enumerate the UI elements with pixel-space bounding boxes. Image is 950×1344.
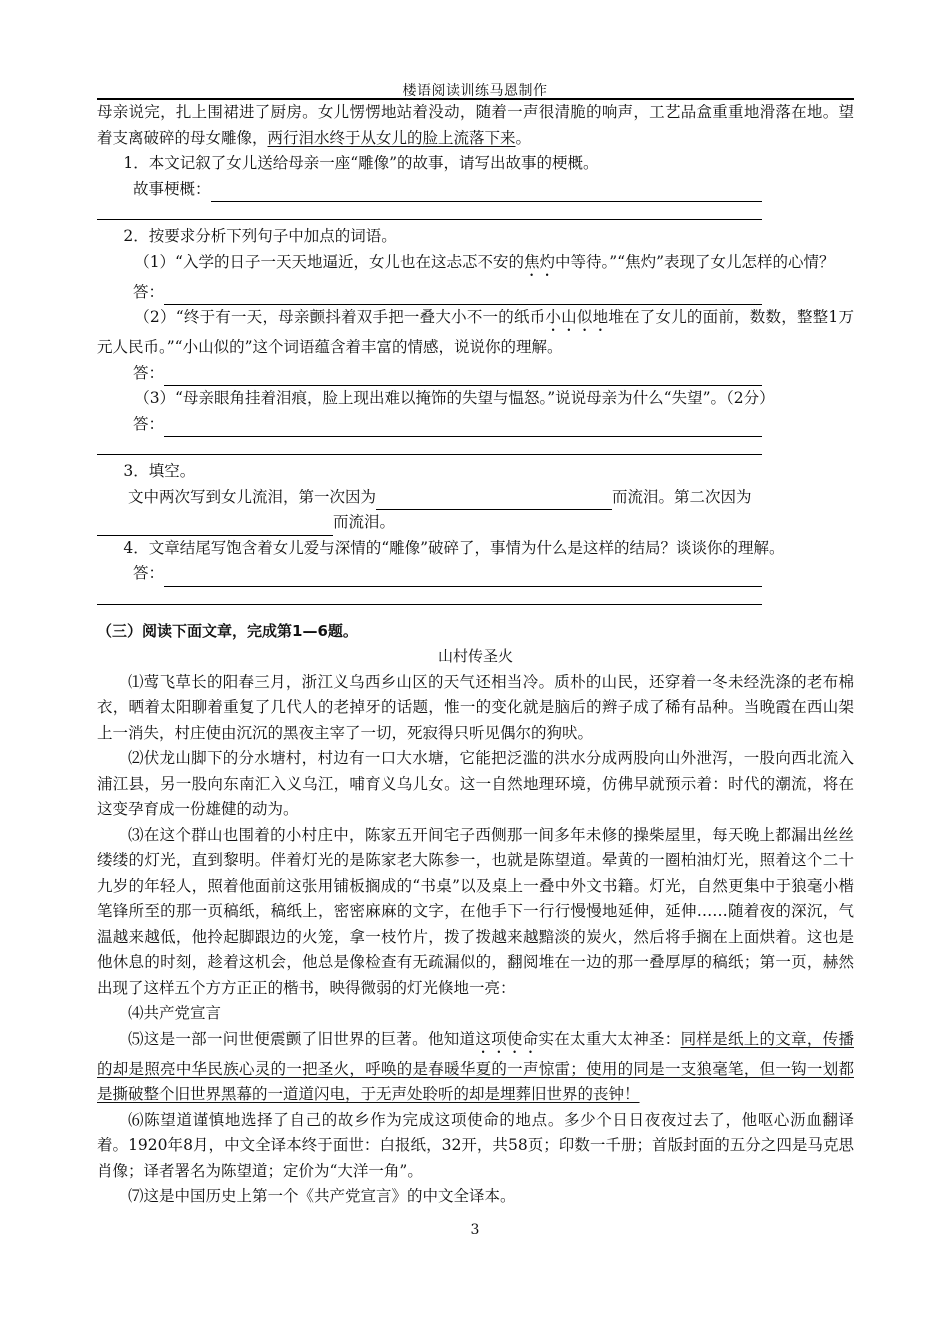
page-number: 3 [470, 1222, 480, 1238]
q2-2-answer-line[interactable] [164, 368, 762, 386]
q2-2-after: 堆在了女儿的面前，数数，整整1万元人民币。”“小山似的”这个词语蕴含着丰富的情感，说说你的理解。 [97, 308, 854, 356]
article-paragraph-2: ⑵伏龙山脚下的分水塘村，村边有一口大水塘，它能把泛滥的洪水分成两股向山外泄泻，一股向西北流入浦江县，另一股向东南汇入义乌江，哺育义乌儿女。这一自然地理环境，仿佛早就预示着：时代的潮流，将在这变孕育成一份雄健的动为。 [97, 749, 854, 818]
q2-1-answer-line[interactable] [164, 287, 762, 305]
q2-2-before: （2）“终于有一天，母亲颤抖着双手把一叠大小不一的纸币 [134, 308, 546, 326]
q2-1-answer-label: 答： [133, 282, 165, 301]
passage-ending-tail: 。 [515, 128, 532, 147]
question-1: 1．本文记叙了女儿送给母亲一座“雕像”的故事，请写出故事的梗概。 [123, 154, 599, 172]
article-title: 山村传圣火 [437, 647, 513, 665]
q4-answer-label: 答： [133, 564, 165, 582]
underlined-sentence: 两行泪水终于从女儿的脸上流落下来 [267, 128, 516, 147]
passage-ending-text: 母亲说完，扎上围裙进了厨房。女儿愣愣地站着没动，随着一声很清脆的响声，工艺品盒重重地滑落在地。望着支离破碎的母女雕像， [97, 103, 854, 147]
p5-middle: 实在太重大太神圣： [538, 1029, 681, 1048]
article-paragraph-7: ⑺这是中国历史上第一个《共产党宣言》的中文全译本。 [128, 1187, 516, 1205]
dotted-word-jiaozhuo: 焦灼 [523, 252, 555, 271]
question-3: 3．填空。 [123, 462, 196, 480]
article-paragraph-3: ⑶在这个群山也围着的小村庄中，陈家五开间宅子西侧那一间多年未修的操柴屋里，每天晚上都漏出丝丝缕缕的灯光，直到黎明。伴着灯光的是陈家老大陈参一，也就是陈望道。晕黄的一圈柏油灯光，照着这个二十九岁的年轻人，照着他面前这张用铺板搁成的“书桌”以及桌上一叠中外文书籍。灯光，自然更集中于狼毫小楷笔锋所至的那一页稿纸，稿纸上，密密麻麻的文字，在他手下一行行慢慢地延伸，延伸……随着夜的深沉，气温越来越低，他拎起脚跟边的火笼，拿一枝竹片，拨了拨越来越黯淡的炭火，然后将手搁在上面烘着。这也是他休息的时刻，趁着这机会，他总是像检查有无疏漏似的，翻阅堆在一边的那一叠厚厚的稿纸；第一页，赫然出现了这样五个方方正正的楷书，映得微弱的灯光倏地一亮： [97, 825, 854, 997]
q3-blank-1[interactable] [376, 492, 612, 510]
dotted-word-shiming: 这项使命 [475, 1029, 539, 1048]
question-3-fill [97, 485, 854, 511]
q1-answer-row [133, 177, 854, 203]
q4-answer-row [133, 561, 854, 587]
q2-2-answer-row [133, 361, 854, 387]
article-paragraph-5 [97, 1027, 854, 1108]
q3-part-c: 而流泪。 [333, 513, 396, 531]
q4-answer-line-2[interactable] [97, 587, 762, 605]
q2-3-answer-label: 答： [133, 414, 165, 433]
question-3-fill-2 [97, 510, 854, 536]
q2-3-answer-line[interactable] [164, 419, 762, 437]
dotted-word-xiaoshansidi: 小山似地 [545, 308, 609, 326]
page-header: 楼语阅读训练马恩制作 [402, 83, 548, 99]
passage-ending [97, 100, 854, 151]
section-3-heading: （三）阅读下面文章，完成第1—6题。 [97, 621, 358, 640]
question-2: 2．按要求分析下列句子中加点的词语。 [123, 227, 397, 245]
question-4: 4．文章结尾写饱含着女儿爱与深情的“雕像”破碎了，事情为什么是这样的结局？谈谈你的理解。 [123, 538, 785, 557]
q2-3-answer-line-2[interactable] [97, 437, 762, 455]
q2-2-answer-label: 答： [133, 363, 165, 382]
q1-answer-label: 故事梗概： [133, 179, 211, 198]
q4-answer-line[interactable] [164, 569, 762, 587]
question-2-1 [97, 250, 854, 280]
q2-1-answer-row [133, 280, 854, 306]
article-paragraph-6: ⑹陈望道谨慎地选择了自己的故乡作为完成这项使命的地点。多少个日日夜夜过去了，他呕心沥血翻译着。1920年8月，中文全译本终于面世：白报纸，32开，共58页；印数一千册；首版封面的五分之四是马克思肖像；译者署名为陈望道；定价为“大洋一角”。 [97, 1110, 854, 1180]
article-paragraph-1: ⑴莺飞草长的阳春三月，浙江义乌西乡山区的天气还相当冷。质朴的山民，还穿着一冬未经洗涤的老布棉衣，晒着太阳聊着重复了几代人的老掉牙的话题，惟一的变化就是脑后的辫子成了稀有品种。当晚霞在西山架上一消失，村庄使由沉沉的黑夜主宰了一切，死寂得只听见偶尔的狗吠。 [97, 672, 854, 742]
q2-1-after: 中等待。”“焦灼”表现了女儿怎样的心情？ [555, 252, 835, 271]
article-paragraph-4: ⑷共产党宣言 [128, 1004, 222, 1022]
q3-part-b: 而流泪。第二次因为 [612, 487, 752, 506]
question-2-2 [97, 305, 854, 361]
p5-underlined-sentence: 同样是纸上的文章，传播的却是照亮中华民族心灵的一把圣火，呼唤的是春暖华夏的一声惊雷；使用的同是一支狼毫笔，但一钩一划都是撕破整个旧世界黑幕的一道道闪电，于无声处聆听的却是埋葬旧世界的丧钟！ [97, 1029, 854, 1103]
q3-blank-2[interactable] [97, 518, 333, 536]
question-2-3: （3）“母亲眼角挂着泪痕，脸上现出难以掩饰的失望与愠怒。”说说母亲为什么“失望”。（2分） [134, 389, 775, 407]
q3-part-a: 文中两次写到女儿流泪，第一次因为 [128, 487, 377, 506]
page-content [97, 100, 854, 1210]
q1-answer-line-2[interactable] [97, 202, 762, 220]
q2-3-answer-row [133, 412, 854, 438]
q2-1-before: （1）“入学的日子一天天地逼近，女儿也在这忐忑不安的 [134, 252, 524, 271]
q1-answer-line[interactable] [211, 184, 762, 202]
p5-before: ⑸这是一部一问世便震颤了旧世界的巨著。他知道 [128, 1029, 476, 1048]
